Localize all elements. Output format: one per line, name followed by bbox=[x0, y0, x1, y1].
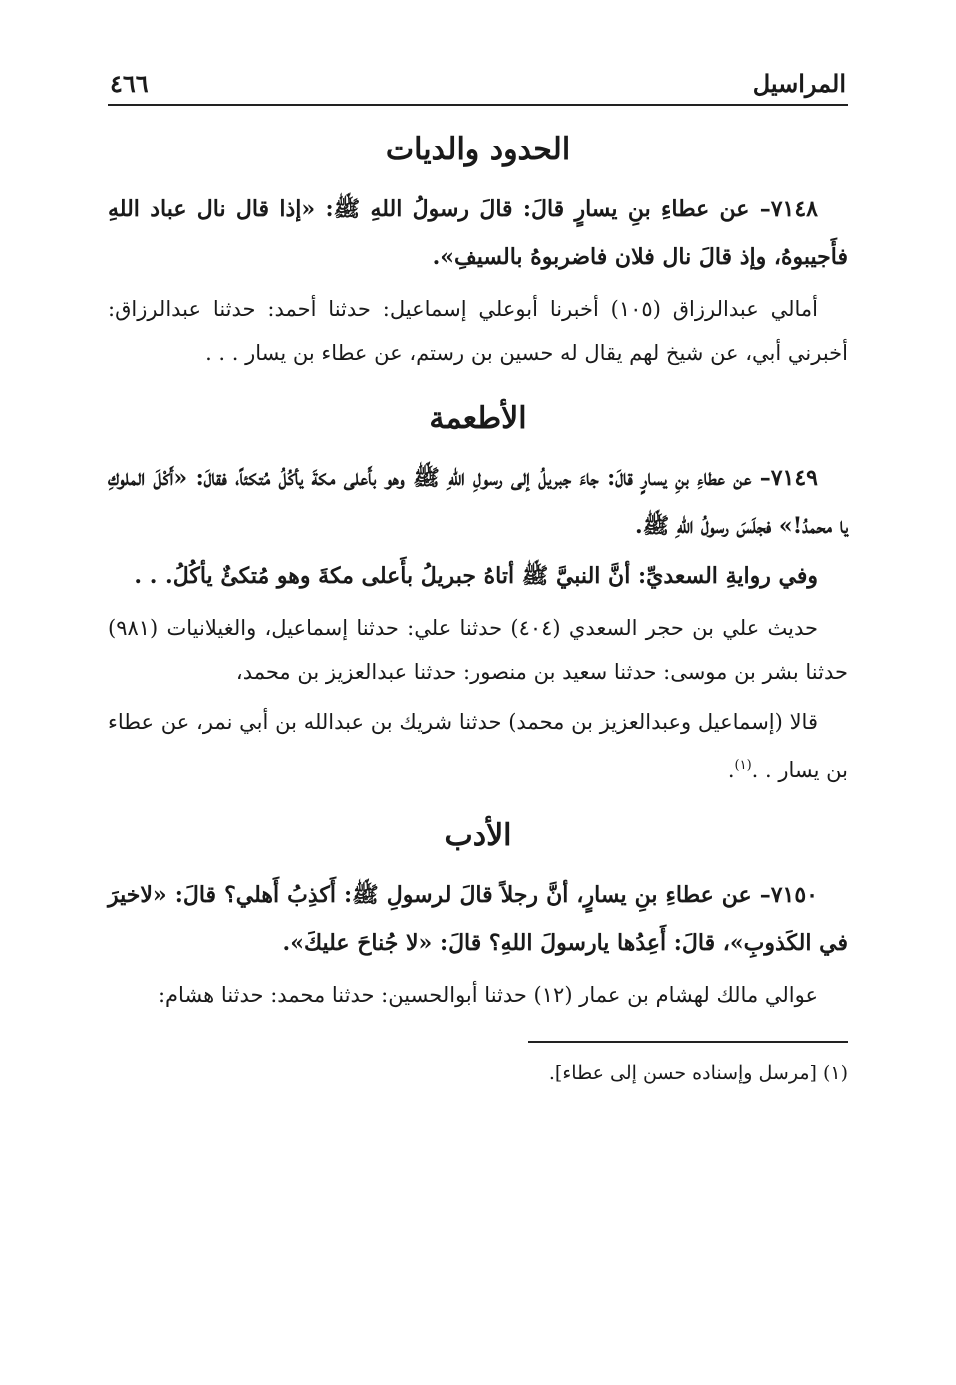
hadith-7149: ٧١٤٩– عن عطاءِ بنِ يسارٍ قالَ: جاءَ جبريلُ إلى رسولِ اللهِ ﷺ وهو بأَعلى مكةَ يأكُلُ مُتكئاً، فقالَ: «أَكْلَ الملوكِ يا محمدُ!» فجلَسَ رسولُ اللهِ ﷺ. bbox=[108, 465, 848, 539]
section-title: الحدود والديات bbox=[385, 132, 571, 167]
page-number: ٤٦٦ bbox=[110, 69, 149, 98]
header-title: المراسيل bbox=[752, 69, 846, 98]
page bbox=[108, 60, 848, 1091]
source-7149: حديث علي بن حجر السعدي (٤٠٤) حدثنا علي: حدثنا إسماعيل، والغيلانيات (٩٨١) حدثنا بشر بن موسى: حدثنا سعيد بن منصور: حدثنا عبدالعزيز بن محمد، bbox=[108, 616, 848, 684]
source-end: . bbox=[727, 758, 735, 782]
section-atima bbox=[108, 401, 848, 792]
source-7150: عوالي مالك لهشام بن عمار (١٢) حدثنا أبوالحسين: حدثنا محمد: حدثنا هشام: bbox=[157, 983, 818, 1007]
section-adab bbox=[108, 818, 848, 1017]
footnote: (١) [مرسل وإسناده حسن إلى عطاء]. bbox=[548, 1062, 848, 1084]
source-text: قالا (إسماعيل وعبدالعزيز بن محمد) حدثنا شريك بن عبدالله بن أبي نمر، عن عطاء بن يسار . . bbox=[108, 710, 848, 782]
footnote-rule bbox=[528, 1041, 848, 1043]
section-hudud bbox=[108, 132, 848, 375]
source-7148: أمالي عبدالرزاق (١٠٥) أخبرنا أبوعلي إسماعيل: حدثنا أحمد: حدثنا عبدالرزاق: أخبرني أبي، عن شيخ لهم يقال له حسين بن رستم، عن عطاء بن يسار . . . bbox=[108, 297, 848, 365]
hadith-7150: ٧١٥٠– عن عطاءِ بنِ يسارٍ، أنَّ رجلاً قالَ لرسولِ ﷺ: أَكذِبُ أَهلي؟ قالَ: «لاخيرَ في الكَذوبِ»، قالَ: أَعِدُها يارسولَ اللهِ؟ قالَ: «لا جُناحَ عليكَ». bbox=[108, 882, 848, 956]
header-rule bbox=[108, 104, 848, 106]
section-title: الأطعمة bbox=[429, 401, 527, 436]
hadith-7148: ٧١٤٨– عن عطاءِ بنِ يسارٍ قالَ: قالَ رسولُ اللهِ ﷺ: «إذا قال نال عباد اللهِ فأَجيبوهُ، وإذ قالَ نال فلان فاضربوهُ بالسيفِ». bbox=[108, 196, 848, 270]
variant-sadi: وفي روايةِ السعديِّ: أنَّ النبيَّ ﷺ أتاهُ جبريلُ بأَعلى مكةَ وهو مُتكئٌ يأكُلُ. . . bbox=[134, 563, 818, 589]
section-title: الأدب bbox=[444, 818, 512, 853]
source-7149-continued bbox=[108, 700, 848, 792]
running-header bbox=[108, 60, 848, 98]
footnote-ref[interactable]: (١) bbox=[734, 758, 752, 773]
